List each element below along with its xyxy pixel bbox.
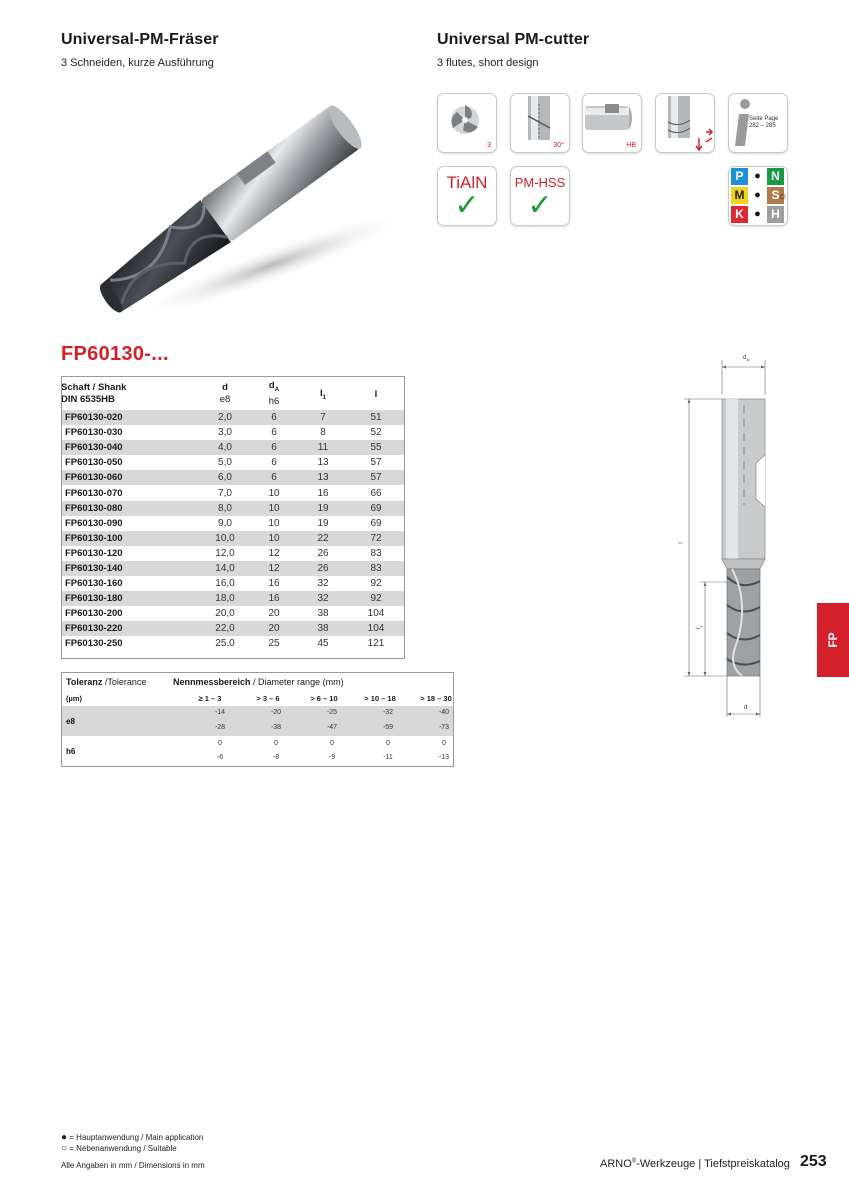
drawing-da-sub: A: [746, 357, 750, 363]
title-en: Universal PM-cutter: [437, 31, 590, 48]
range-label: [173, 677, 344, 687]
range-row: [62, 691, 453, 705]
catalog-brand: ARNO: [600, 1158, 632, 1170]
row-l: 121: [367, 638, 385, 650]
row-da: 12: [249, 561, 299, 576]
direction-tile: [655, 93, 715, 153]
row-d: 9,0: [218, 517, 232, 529]
row-l1: 19: [317, 517, 329, 529]
row-code: FP60130-220: [61, 621, 201, 636]
tolerance-header-row: [62, 675, 453, 689]
row-l1: 19: [299, 501, 347, 516]
row-l: 51: [347, 410, 405, 425]
row-da: 16: [268, 578, 280, 590]
row-code: FP60130-160: [65, 578, 123, 590]
h6-upper: 0: [386, 740, 390, 747]
header-d: [201, 378, 249, 410]
row-l: 69: [347, 501, 405, 516]
dimensions-note: Alle Angaben in mm / Dimensions in mm: [61, 1161, 205, 1170]
subtitle-de: 3 Schneiden, kurze Ausführung: [61, 57, 214, 69]
e8-label: e8: [66, 717, 75, 726]
header-da: [249, 378, 299, 410]
row-da: 20: [268, 608, 280, 620]
info-line-1: Seite Page: [749, 116, 779, 122]
flutes-tile: [437, 93, 497, 153]
row-da: 10: [268, 517, 280, 529]
row-l1: 13: [299, 470, 347, 485]
header-l1: [299, 378, 347, 410]
row-l: 55: [347, 440, 405, 455]
unit-label: (µm): [66, 694, 82, 703]
header-l1-sub: 1: [322, 394, 326, 401]
row-d: 5,0: [218, 457, 232, 469]
row-da: 10: [249, 531, 299, 546]
h6-upper: 0: [218, 740, 222, 747]
table-row: [61, 546, 405, 561]
row-code: FP60130-180: [61, 591, 201, 606]
row-d: 25,0: [215, 638, 235, 650]
row-d: 16,0: [215, 578, 235, 590]
row-code: FP60130-090: [65, 517, 123, 529]
catalog-rest: -Werkzeuge | Tiefstpreiskatalog: [636, 1158, 790, 1170]
header-shank: [61, 378, 201, 410]
row-code: FP60130-200: [65, 608, 123, 620]
row-l: 92: [370, 578, 382, 590]
h6-lower: -6: [216, 754, 224, 761]
table-row: [61, 455, 405, 470]
section-tab: [817, 603, 849, 677]
dot-suitable-icon: ○: [779, 189, 787, 203]
table-row: [61, 470, 405, 485]
e8-upper: -32: [382, 709, 394, 716]
material-n: N: [767, 168, 784, 185]
row-d: 18,0: [201, 591, 249, 606]
row-da: 12: [268, 547, 280, 559]
h6-lower: -13: [438, 754, 450, 761]
dot-main-icon: ●: [754, 189, 761, 201]
page-number: 253: [800, 1153, 827, 1170]
material-s: S: [767, 187, 784, 204]
row-da: 6: [249, 470, 299, 485]
row-l1: 11: [299, 440, 347, 455]
table-row: [61, 636, 405, 651]
row-l1: 16: [317, 487, 329, 499]
header-d-tol: e8: [219, 394, 231, 405]
flutes-label: 3: [487, 142, 491, 149]
tolerance-label: [66, 677, 146, 687]
cutting-direction-icon: [656, 94, 714, 152]
table-row: [61, 485, 405, 500]
section-tab-label: FP: [826, 632, 840, 648]
row-code: FP60130-050: [65, 457, 123, 469]
range-cell: > 18 – 30: [420, 694, 452, 703]
table-row: [61, 606, 405, 621]
row-d: 6,0: [201, 470, 249, 485]
header-da-tol: h6: [268, 395, 280, 407]
dot-main-icon: ●: [754, 170, 761, 182]
header-shank-line1: Schaft / Shank: [61, 382, 127, 393]
row-code: FP60130-140: [61, 561, 201, 576]
title-de: Universal-PM-Fräser: [61, 31, 219, 48]
row-l: 104: [367, 608, 385, 620]
row-code: FP60130-020: [61, 410, 201, 425]
row-d: 3,0: [218, 427, 232, 439]
table-row: [61, 621, 405, 636]
row-l: 104: [347, 621, 405, 636]
material-m: M: [731, 187, 748, 204]
row-da: 6: [271, 427, 277, 439]
drawing-l1-sub: 1: [698, 625, 704, 629]
row-l1: 22: [299, 531, 347, 546]
row-l: 83: [370, 547, 382, 559]
drawing-label-d: d: [744, 705, 748, 711]
helix-tile: [510, 93, 570, 153]
row-da: 10: [268, 487, 280, 499]
tolerance-table: [61, 672, 454, 767]
row-l: 83: [347, 561, 405, 576]
info-text: [749, 116, 778, 130]
e8-lower: -38: [270, 724, 282, 731]
row-d: 12,0: [215, 547, 235, 559]
h6-lower: -11: [383, 754, 393, 761]
info-line-2: 282 – 285: [749, 123, 776, 129]
row-da: 20: [249, 621, 299, 636]
legend-suitable-text: = Nebenanwendung / Suitable: [69, 1144, 177, 1153]
row-da: 25: [268, 638, 280, 650]
info-tile[interactable]: [728, 93, 788, 153]
e8-upper: -40: [438, 709, 450, 716]
row-l1: 13: [317, 457, 329, 469]
row-l: 52: [370, 427, 382, 439]
row-da: 6: [271, 457, 277, 469]
dot-suitable-icon: ○: [61, 1143, 68, 1154]
subtitle-en: 3 flutes, short design: [437, 57, 539, 69]
table-row: [61, 425, 405, 440]
drawing-label-l1: [696, 626, 703, 630]
material-k: K: [731, 206, 748, 223]
drawing-l1-letter: l: [696, 628, 703, 630]
table-row: [61, 561, 405, 576]
row-da: 6: [249, 410, 299, 425]
e8-row: [62, 706, 453, 736]
row-da: 6: [249, 440, 299, 455]
h6-lower: -8: [272, 754, 280, 761]
row-l1: 38: [299, 621, 347, 636]
coating-tile-tialn: [437, 166, 497, 226]
range-cell: ≥ 1 – 3: [198, 694, 222, 703]
row-l: 66: [370, 487, 382, 499]
row-d: 2,0: [201, 410, 249, 425]
legend-main-text: = Hauptanwendung / Main application: [69, 1133, 204, 1142]
legend-main: [61, 1132, 203, 1143]
h6-upper: 0: [274, 740, 278, 747]
row-l1: 32: [317, 578, 329, 590]
shank-label: HB: [626, 142, 636, 149]
e8-lower: -28: [214, 724, 226, 731]
product-table: [61, 378, 405, 652]
table-row: [61, 576, 405, 591]
h6-upper: 0: [330, 740, 334, 747]
row-code: FP60130-250: [65, 638, 123, 650]
row-l: 69: [370, 517, 382, 529]
row-l1: 7: [299, 410, 347, 425]
row-d: 22,0: [201, 621, 249, 636]
range-label-en: / Diameter range (mm): [250, 677, 344, 687]
h6-lower: -9: [328, 754, 336, 761]
row-d: 8,0: [201, 501, 249, 516]
table-row: [61, 531, 405, 546]
tolerance-label-en: /Tolerance: [102, 677, 147, 687]
row-l1: 38: [317, 608, 329, 620]
drawing-label-l: l: [678, 542, 685, 544]
dot-main-icon: ●: [61, 1132, 68, 1143]
range-cell: > 3 – 6: [256, 694, 280, 703]
e8-lower: -73: [438, 724, 450, 731]
row-l1: 26: [299, 561, 347, 576]
check-icon: ✓: [454, 189, 480, 222]
e8-upper: -25: [326, 709, 338, 716]
row-d: 14,0: [201, 561, 249, 576]
tolerance-label-de: Toleranz: [66, 677, 103, 687]
e8-upper: -14: [214, 709, 226, 716]
row-d: 4,0: [201, 440, 249, 455]
e8-lower: -47: [326, 724, 338, 731]
header-da-label: d: [268, 380, 275, 392]
table-row: [61, 501, 405, 516]
material-p: P: [731, 168, 748, 185]
row-l1: 26: [317, 547, 329, 559]
drawing-label-da: [743, 355, 749, 362]
e8-lower: -59: [382, 724, 394, 731]
e8-upper: -20: [270, 709, 282, 716]
row-l1: 8: [320, 427, 326, 439]
h6-upper: 0: [442, 740, 446, 747]
header-l1-label: l: [320, 387, 323, 399]
row-l: 72: [347, 531, 405, 546]
row-da: 16: [249, 591, 299, 606]
row-code: FP60130-060: [61, 470, 201, 485]
dot-main-icon: ●: [754, 208, 761, 220]
header-shank-line2: DIN 6535HB: [61, 394, 115, 405]
coating-label-tialn: TiAlN: [446, 173, 488, 192]
row-d: 7,0: [218, 487, 232, 499]
end-mill-photo: [62, 80, 412, 335]
coating-tile-pm-hss: [510, 166, 570, 226]
table-row: [61, 410, 405, 425]
row-code: FP60130-120: [65, 547, 123, 559]
product-code: FP60130-...: [61, 343, 169, 365]
row-d: 20,0: [215, 608, 235, 620]
coating-label-pm-hss: PM-HSS: [514, 175, 566, 190]
check-icon: ✓: [527, 189, 553, 222]
catalog-name: [600, 1158, 790, 1170]
row-code: FP60130-080: [61, 501, 201, 516]
shank-tile: [582, 93, 642, 153]
row-l: 92: [347, 591, 405, 606]
row-code: FP60130-100: [61, 531, 201, 546]
legend-suitable: [61, 1143, 177, 1154]
row-l1: 32: [299, 591, 347, 606]
row-code: FP60130-070: [65, 487, 123, 499]
h6-label: h6: [66, 747, 76, 756]
table-row: [61, 591, 405, 606]
row-l: 57: [370, 457, 382, 469]
row-code: FP60130-040: [61, 440, 201, 455]
range-label-de: Nennmessbereich: [173, 677, 251, 687]
header-d-label: d: [222, 382, 228, 393]
row-da: 10: [249, 501, 299, 516]
material-h: H: [767, 206, 784, 223]
drawing-da-letter: d: [743, 355, 747, 361]
header-l: l: [374, 388, 378, 400]
range-cell: > 6 – 10: [310, 694, 338, 703]
row-l1: 45: [317, 638, 329, 650]
row-l: 57: [347, 470, 405, 485]
table-row: [61, 516, 405, 531]
helix-label: 30°: [553, 142, 564, 149]
h6-row: [62, 736, 453, 766]
header-da-sub: A: [274, 386, 280, 393]
row-d: 10,0: [201, 531, 249, 546]
range-cell: > 10 – 18: [364, 694, 396, 703]
row-code: FP60130-030: [65, 427, 123, 439]
technical-drawing: [680, 355, 780, 720]
catalog-reg: ®: [631, 1158, 637, 1165]
table-row: [61, 440, 405, 455]
